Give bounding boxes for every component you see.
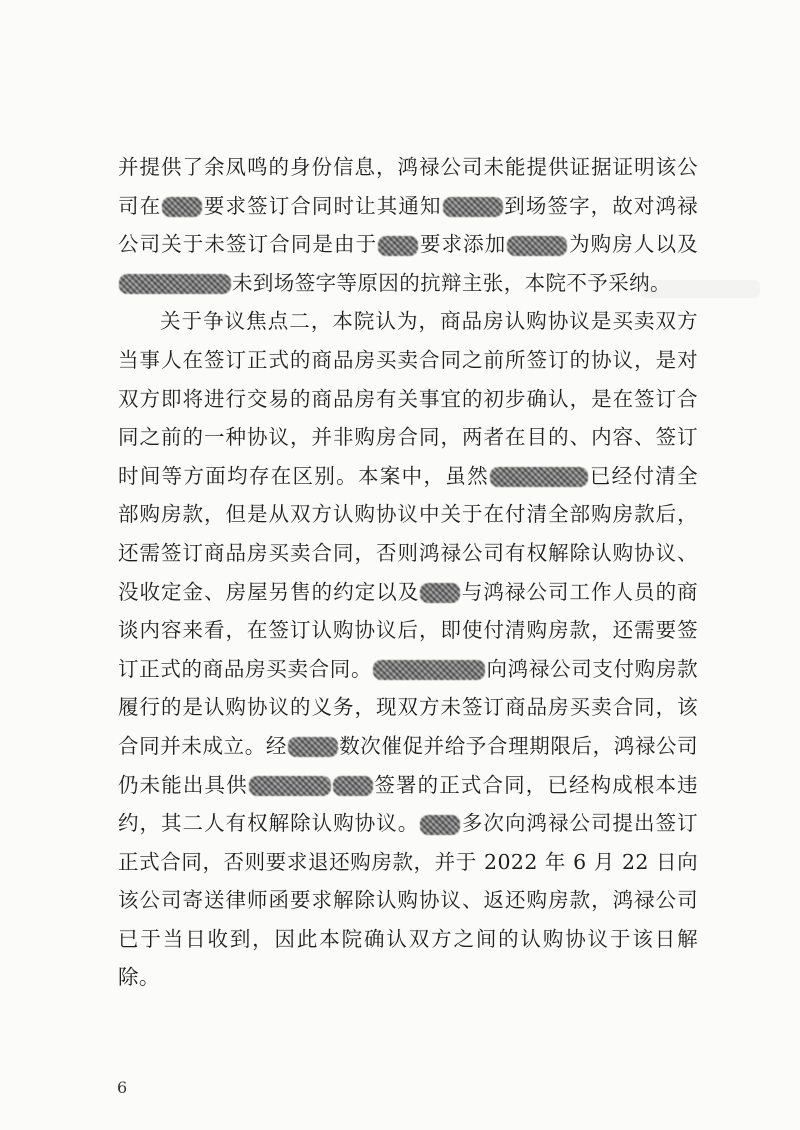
redaction-mark (162, 197, 202, 217)
text-segment: 向鸿禄公司支付购房款履行的是认购协议的义务，现双方未签订商品房买卖合同，该合同并未成立。经 (118, 656, 698, 758)
text-segment: 并提供了余凤鸣的身份信息，鸿禄公司未能提供证据证明该公司在 (118, 155, 698, 218)
paragraph-2 (118, 302, 698, 997)
redaction-mark (507, 236, 567, 256)
redaction-mark (333, 776, 373, 796)
text-segment: 已经付清全部购房款，但是从双方认购协议中关于在付清全部购房款后，还需签订商品房买卖合同，否则鸿禄公司有权解除认购协议、没收定金、房屋另售的约定以及 (118, 463, 698, 604)
text-segment: 为购房人以及 (568, 232, 698, 257)
page-number: 6 (117, 1078, 128, 1097)
text-segment: 要求签订合同时让其通知 (203, 193, 442, 218)
document-body (118, 148, 698, 997)
paragraph-1 (118, 148, 698, 302)
redaction-mark (490, 467, 588, 487)
redaction-mark (373, 660, 485, 680)
redaction-mark (249, 776, 331, 796)
redaction-mark (119, 274, 231, 294)
text-segment: 到场签字，故对鸿禄公司关于未签订合同是由于 (118, 193, 698, 257)
text-segment: 与鸿禄公司工作人员的商谈内容来看，在签订认购协议后，即使付清购房款，还需要签订正式的商品房买卖合同。 (118, 579, 698, 681)
text-segment: 要求添加 (419, 232, 507, 257)
redaction-mark (288, 737, 338, 757)
redaction-mark (420, 583, 460, 603)
text-segment: 未到场签字等原因的抗辩主张，本院不予采纳。 (232, 270, 671, 295)
text-segment: 多次向鸿禄公司提出签订正式合同，否则要求退还购房款，并于 2022 年 6 月 22 日向该公司寄送律师函要求解除认购协议、返还购房款，鸿禄公司已于当日收到，因此本院确认双方之间的认购协议于该日解除。 (118, 811, 698, 990)
text-segment: 签署的正式合同，已经构成根本违约，其二人有权解除认购协议。 (118, 772, 698, 836)
redaction-mark (443, 197, 503, 217)
text-segment: 关于争议焦点二，本院认为，商品房认购协议是买卖双方当事人在签订正式的商品房买卖合同之前所签订的协议，是对双方即将进行交易的商品房有关事宜的初步确认，是在签订合同之前的一种协议，并非购房合同，两者在目的、内容、签订时间等方面均存在区别。本案中，虽然 (118, 309, 698, 488)
text-segment: 数次催促并给予合理期限后，鸿禄公司仍未能出具供 (118, 733, 698, 797)
redaction-mark (420, 815, 460, 835)
redaction-mark (378, 236, 418, 256)
